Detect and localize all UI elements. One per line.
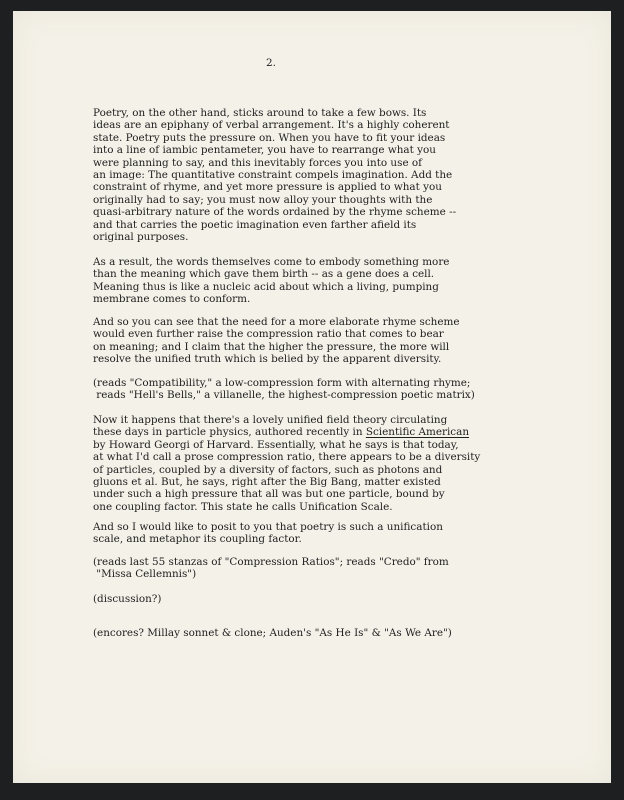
text-line: and that carries the poetic imagination even farther afield its: [93, 218, 417, 231]
text-line: (discussion?): [93, 593, 162, 605]
text-line: reads "Hell's Bells," a villanelle, the highest-compression poetic matrix): [93, 389, 475, 402]
underlined-title: Scientific American: [365, 426, 470, 439]
text-line: (reads "Compatibility," a low-compression form with alternating rhyme;: [93, 377, 471, 389]
text-line: "Missa Cellemnis"): [93, 568, 197, 581]
text-line: As a result, the words themselves come to embody something more: [93, 256, 450, 268]
text-line: these days in particle physics, authored recently in: [93, 426, 366, 439]
text-line: Now it happens that there's a lovely unified field theory circulating: [93, 414, 448, 426]
text-line: And so I would like to posit to you that poetry is such a unification: [93, 521, 443, 533]
text-line: gluons et al. But, he says, right after the Big Bang, matter existed: [93, 476, 441, 489]
text-line: would even further raise the compression ratio that comes to bear: [93, 328, 444, 341]
text-line: by Howard Georgi of Harvard. Essentially, what he says is that today,: [93, 438, 459, 451]
text-line: at what I'd call a prose compression ratio, there appears to be a diversity: [93, 451, 481, 464]
text-line: (encores? Millay sonnet & clone; Auden's "As He Is" & "As We Are"): [93, 627, 452, 639]
text-line: original purposes.: [93, 231, 189, 244]
text-line: quasi-arbitrary nature of the words ordained by the rhyme scheme --: [93, 206, 457, 219]
text-line: originally had to say; you must now alloy your thoughts with the: [93, 193, 433, 206]
text-line: And so you can see that the need for a more elaborate rhyme scheme: [93, 316, 460, 328]
text-line: on meaning; and I claim that the higher the pressure, the more will: [93, 340, 450, 353]
text-line: resolve the unified truth which is belied by the apparent diversity.: [93, 353, 442, 366]
text-line: (reads last 55 stanzas of "Compression Ratios"; reads "Credo" from: [93, 556, 449, 568]
text-line: membrane comes to conform.: [93, 293, 251, 306]
text-line: scale, and metaphor its coupling factor.: [93, 533, 302, 546]
paragraph-discussion: [93, 593, 161, 605]
paragraph-unification-scale: [93, 521, 443, 546]
text-line: ideas are an epiphany of verbal arrangement. It's a highly coherent: [93, 119, 450, 132]
text-line: than the meaning which gave them birth -- as a gene does a cell.: [93, 268, 435, 281]
text-line: constraint of rhyme, and yet more pressure is applied to what you: [93, 181, 442, 194]
text-line: of particles, coupled by a diversity of factors, such as photons and: [93, 463, 443, 476]
paragraph-unified-field: [93, 414, 480, 513]
text-line: were planning to say, and this inevitably forces you into use of: [93, 156, 423, 169]
text-line: an image: The quantitative constraint compels imagination. Add the: [93, 169, 453, 182]
page-number: 2.: [266, 57, 276, 69]
paragraph-poetry: [93, 107, 456, 243]
text-line: into a line of iambic pentameter, you have to rearrange what you: [93, 144, 436, 157]
paragraph-reads-compression-ratios: [93, 556, 449, 581]
text-line: one coupling factor. This state he calls Unification Scale.: [93, 500, 393, 513]
text-line: Poetry, on the other hand, sticks around to take a few bows. Its: [93, 107, 427, 119]
paragraph-encores: [93, 627, 452, 639]
text-line: Meaning thus is like a nucleic acid about which a living, pumping: [93, 280, 439, 293]
text-line: state. Poetry puts the pressure on. When you have to fit your ideas: [93, 131, 446, 144]
paragraph-reads-compatibility: [93, 377, 475, 402]
paragraph-result: [93, 256, 449, 306]
text-line: under such a high pressure that all was but one particle, bound by: [93, 488, 445, 501]
paragraph-rhyme-scheme: [93, 316, 460, 366]
document-page: [13, 11, 611, 783]
